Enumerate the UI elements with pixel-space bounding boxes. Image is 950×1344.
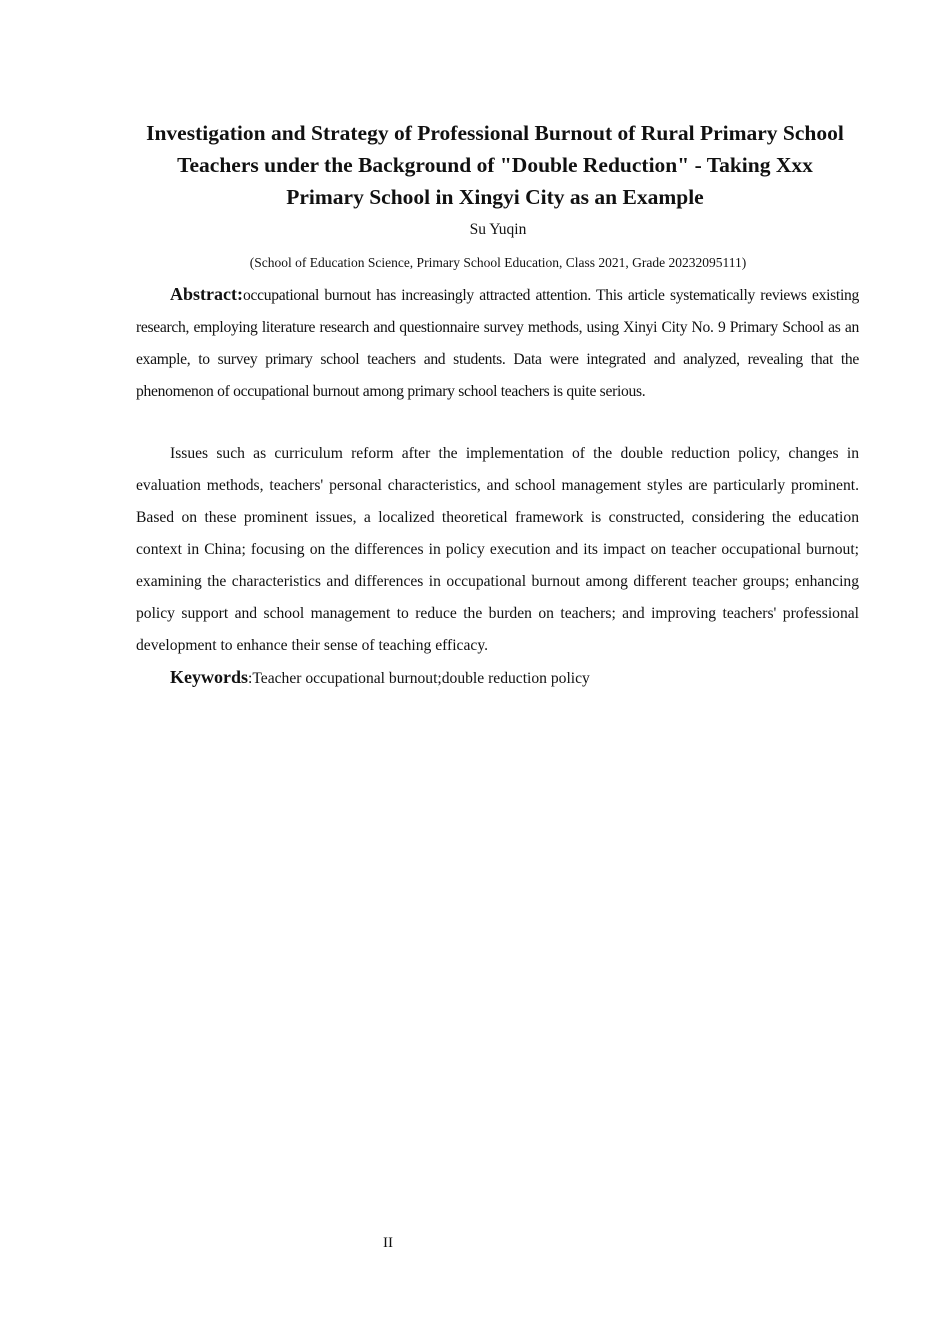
keywords-section — [136, 661, 859, 695]
abstract-section — [136, 278, 859, 408]
paper-title: Investigation and Strategy of Professional Burnout of Rural Primary School Teachers under the Background of "Double Reduction" - Taking Xxx Primary School in Xingyi City as an Example — [146, 121, 844, 209]
author-affiliation: (School of Education Science, Primary School Education, Class 2021, Grade 20232095111) — [249, 255, 747, 270]
keywords-text: :Teacher occupational burnout;double reduction policy — [248, 670, 590, 687]
issues-paragraph: Issues such as curriculum reform after the implementation of the double reduction policy, changes in evaluation methods, teachers' personal characteristics, and school management styles are particularly prominent. Based on these prominent issues, a localized theoretical framework is constructed, considering the education context in China; focusing on the differences in policy execution and its impact on teacher occupational burnout; examining the characteristics and differences in occupational burnout among different teacher groups; enhancing policy support and school management to reduce the burden on teachers; and improving teachers' professional development to enhance their sense of teaching efficacy. — [136, 445, 859, 654]
keywords-paragraph — [136, 661, 859, 695]
author-name: Su Yuqin — [469, 221, 527, 238]
abstract-text: occupational burnout has increasingly attracted attention. This article systematically reviews existing research, employing literature research and questionnaire survey methods, using Xinyi City No. 9 Primary School as an example, to survey primary school teachers and students. Data were integrated and analyzed, revealing that the phenomenon of occupational burnout among primary school teachers is quite serious. — [136, 287, 859, 400]
abstract-paragraph — [136, 278, 859, 408]
issues-section — [136, 438, 859, 662]
abstract-label: Abstract: — [170, 284, 243, 304]
page-number: II — [383, 1235, 393, 1251]
keywords-label: Keywords — [170, 667, 248, 687]
